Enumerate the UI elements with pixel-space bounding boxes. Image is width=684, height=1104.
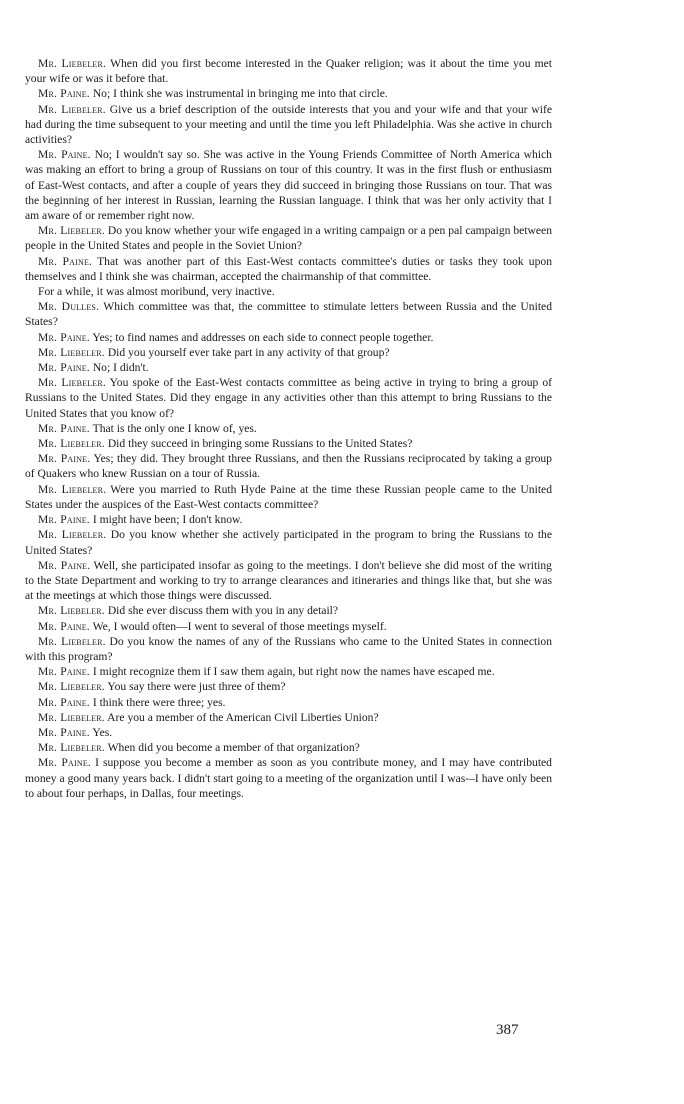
speaker-name: Mr. Liebeler. bbox=[38, 437, 105, 451]
speaker-name: Mr. Dulles. bbox=[38, 300, 100, 314]
testimony-paragraph bbox=[25, 360, 552, 375]
paragraph-text: That is the only one I know of, yes. bbox=[92, 421, 257, 435]
testimony-paragraph bbox=[25, 664, 552, 679]
testimony-paragraph bbox=[25, 223, 552, 253]
testimony-paragraph bbox=[25, 299, 552, 329]
paragraph-text: I suppose you become a member as soon as you contribute money, and I may have contributed money a good many years back. I didn't start going to a meeting of the organization until I was-–I have only been to about four perhaps, in Dallas, four meetings. bbox=[25, 756, 552, 800]
paragraph-text: I might recognize them if I saw them again, but right now the names have escaped me. bbox=[92, 665, 495, 679]
paragraph-text: Are you a member of the American Civil Liberties Union? bbox=[107, 710, 379, 724]
speaker-name: Mr. Paine. bbox=[38, 513, 90, 527]
testimony-paragraph bbox=[25, 482, 552, 512]
testimony-paragraph bbox=[25, 330, 552, 345]
paragraph-text: Did you yourself ever take part in any activity of that group? bbox=[107, 345, 390, 359]
speaker-name: Mr. Paine. bbox=[38, 725, 90, 739]
speaker-name: Mr. Paine. bbox=[38, 452, 91, 466]
speaker-name: Mr. Liebeler. bbox=[38, 528, 107, 542]
testimony-paragraph bbox=[25, 695, 552, 710]
paragraph-text: Were you married to Ruth Hyde Paine at the time these Russian people came to the United States under the auspices of the East-West contacts committee? bbox=[25, 482, 552, 511]
paragraph-text: I might have been; I don't know. bbox=[92, 513, 243, 527]
speaker-name: Mr. Paine. bbox=[38, 330, 90, 344]
paragraph-text: Yes; they did. They brought three Russians, and then the Russians reciprocated by taking a group of Quakers who knew Russian on a tour of Russia. bbox=[25, 452, 552, 481]
testimony-paragraph bbox=[25, 254, 552, 284]
paragraph-text: For a while, it was almost moribund, very inactive. bbox=[38, 285, 275, 299]
paragraph-text: When did you first become interested in the Quaker religion; was it about the time you met your wife or was it before that. bbox=[25, 57, 553, 86]
paragraph-text: I think there were three; yes. bbox=[92, 695, 226, 709]
testimony-paragraph bbox=[25, 284, 552, 299]
testimony-paragraph bbox=[25, 527, 552, 557]
testimony-paragraph bbox=[25, 740, 552, 755]
paragraph-text: Do you know whether your wife engaged in a writing campaign or a pen pal campaign between people in the United States and people in the Soviet Union? bbox=[25, 224, 552, 253]
speaker-name: Mr. Liebeler. bbox=[38, 710, 105, 724]
speaker-name: Mr. Paine. bbox=[38, 558, 91, 572]
speaker-name: Mr. Paine. bbox=[38, 254, 93, 268]
paragraph-text: That was another part of this East-West contacts committee's duties or tasks they took upon themselves and I think she was chairman, accepted the chairmanship of that committee. bbox=[25, 254, 552, 283]
paragraph-text: When did you become a member of that organization? bbox=[107, 741, 360, 755]
speaker-name: Mr. Liebeler. bbox=[38, 345, 105, 359]
testimony-paragraph bbox=[25, 755, 552, 801]
speaker-name: Mr. Liebeler. bbox=[38, 680, 105, 694]
speaker-name: Mr. Paine. bbox=[38, 361, 90, 375]
testimony-paragraph bbox=[25, 725, 552, 740]
paragraph-text: Did she ever discuss them with you in any detail? bbox=[107, 604, 339, 618]
testimony-paragraph bbox=[25, 710, 552, 725]
paragraph-text: Do you know whether she actively participated in the program to bring the Russians to the United States? bbox=[25, 528, 552, 557]
speaker-name: Mr. Paine. bbox=[38, 87, 90, 101]
speaker-name: Mr. Liebeler. bbox=[38, 376, 107, 390]
testimony-paragraph bbox=[25, 147, 552, 223]
speaker-name: Mr. Paine. bbox=[38, 619, 90, 633]
paragraph-text: Did they succeed in bringing some Russians to the United States? bbox=[107, 437, 413, 451]
speaker-name: Mr. Liebeler. bbox=[38, 482, 107, 496]
paragraph-text: No; I wouldn't say so. She was active in the Young Friends Committee of North America which was making an effort to bring a group of Russians on tour of this country. It was in the first flush or enthusiasm of East-West contacts, and after a couple of years they did succeed in bringing those Russians on tour. That was the beginning of her interest in Russian, learning the Russian language. I think that was her only activity that I am aware of or remember right now. bbox=[25, 148, 552, 223]
paragraph-text: Yes. bbox=[92, 725, 113, 739]
testimony-paragraph bbox=[25, 451, 552, 481]
testimony-paragraph bbox=[25, 619, 552, 634]
testimony-paragraph bbox=[25, 56, 552, 86]
speaker-name: Mr. Paine. bbox=[38, 695, 90, 709]
speaker-name: Mr. Liebeler. bbox=[38, 741, 105, 755]
testimony-paragraph bbox=[25, 603, 552, 618]
speaker-name: Mr. Paine. bbox=[38, 148, 91, 162]
speaker-name: Mr. Liebeler. bbox=[38, 102, 106, 116]
paragraph-text: You spoke of the East-West contacts committee as being active in trying to bring a group of Russians to the United States. Did they engage in any activities other than this attempt to bring Russians to the United States that you know of? bbox=[25, 376, 553, 420]
speaker-name: Mr. Liebeler. bbox=[38, 57, 107, 70]
paragraph-text: We, I would often—I went to several of those meetings myself. bbox=[92, 619, 387, 633]
paragraph-text: Which committee was that, the committee to stimulate letters between Russia and the United States? bbox=[25, 300, 552, 329]
paragraph-text: Give us a brief description of the outside interests that you and your wife and that your wife had during the time subsequent to your meeting and until the time you left Philadelphia. Was she active in church activities? bbox=[25, 102, 552, 147]
paragraph-text: Do you know the names of any of the Russians who came to the United States in connection with this program? bbox=[25, 634, 553, 663]
speaker-name: Mr. Liebeler. bbox=[38, 224, 105, 238]
page-number: 387 bbox=[496, 1022, 519, 1038]
paragraph-text: No; I think she was instrumental in bringing me into that circle. bbox=[92, 87, 388, 101]
testimony-paragraph bbox=[25, 102, 552, 148]
testimony-paragraph bbox=[25, 436, 552, 451]
speaker-name: Mr. Paine. bbox=[38, 421, 90, 435]
testimony-paragraph bbox=[25, 421, 552, 436]
transcript-body bbox=[25, 56, 552, 801]
speaker-name: Mr. Liebeler. bbox=[38, 634, 106, 648]
testimony-paragraph bbox=[25, 679, 552, 694]
paragraph-text: You say there were just three of them? bbox=[107, 680, 286, 694]
paragraph-text: No; I didn't. bbox=[92, 361, 149, 375]
testimony-paragraph bbox=[25, 634, 552, 664]
paragraph-text: Yes; to find names and addresses on each side to connect people together. bbox=[92, 330, 434, 344]
testimony-paragraph bbox=[25, 558, 552, 604]
testimony-paragraph bbox=[25, 86, 552, 101]
testimony-paragraph bbox=[25, 512, 552, 527]
speaker-name: Mr. Paine. bbox=[38, 756, 92, 770]
paragraph-text: Well, she participated insofar as going to the meetings. I don't believe she did most of the writing to the State Department and working to try to arrange clearances and itineraries and things like that, but she was at the meetings at which those things were discussed. bbox=[25, 558, 552, 603]
testimony-paragraph bbox=[25, 345, 552, 360]
speaker-name: Mr. Liebeler. bbox=[38, 604, 105, 618]
testimony-paragraph bbox=[25, 375, 552, 421]
speaker-name: Mr. Paine. bbox=[38, 665, 90, 679]
